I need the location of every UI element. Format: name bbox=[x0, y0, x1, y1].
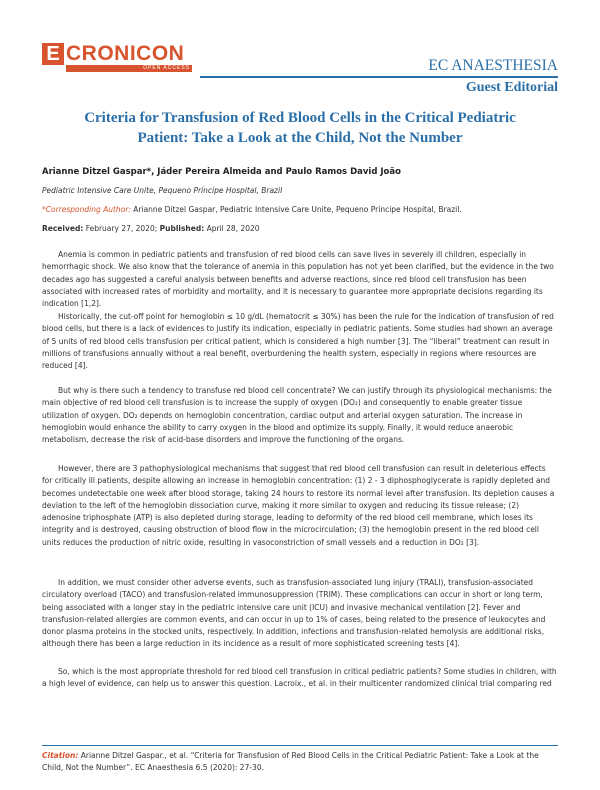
paragraph-2: Historically, the cut-off point for hemoglobin ≤ 10 g/dL (hematocrit ≤ 30%) has been the rule for the indication of transfusion of red blood cells, but there is a lack of evidences to justify its indication, especially in pediatric patients. Some studies had shown an average of 5 units of red blood cells transfusion per critical patient, which is considered a high number [3]. The “liberal” treatment can result in millions of transfusions annually without a real benefit, overburdening the health system, especially in regions where resources are reduced [4]. bbox=[42, 312, 554, 371]
logo-mark: E bbox=[42, 43, 64, 65]
journal-name: EC ANAESTHESIA bbox=[428, 57, 558, 74]
paragraph-6: So, which is the most appropriate threshold for red blood cell transfusion in critical pediatric patients? Some studies in children, with a high level of evidence, can help us to answer this question. Lacroix., et al. in their multicenter randomized clinical trial comparing red bbox=[42, 667, 557, 689]
corresponding-author bbox=[42, 205, 462, 214]
paragraph-5: In addition, we must consider other adverse events, such as transfusion-associated lung injury (TRALI), transfusion-associated circulatory overload (TACO) and transfusion-related immunosuppression (TRIM). These complications can occur in short or long term, being associated with a longer stay in the pediatric intensive care unit (ICU) and invasive mechanical ventilation [2]. Fever and transfusion-related allergies are common events, and can occur in up to 1% of cases, being related to the presence of leukocytes and donor plasma proteins in the stocked units, respectively. In addition, infections and transfusion-related hemolysis are additional risks, although there has been a large reduction in its incidence as a result of more sophisticated screening tests [4]. bbox=[42, 578, 546, 649]
paragraph-3: But why is there such a tendency to transfuse red blood cell concentrate? We can justify through its physiological mechanisms: the main objective of red blood cell transfusion is to increase the supply of oxygen (DO₂) and consequently to enable greater tissue utilization of oxygen. DO₂ depends on hemoglobin concentration, cardiac output and arterial oxygen saturation. The increase in hemoglobin would enhance the ability to carry oxygen in the blood and optimize its supply. Finally, it would reduce anaerobic metabolism, decrease the risk of acid-base disorders and improve the functioning of the organs. bbox=[42, 386, 552, 445]
corr-text: Arianne Ditzel Gaspar, Pediatric Intensive Care Unite, Pequeno Príncipe Hospital, Brazil. bbox=[130, 205, 462, 214]
citation bbox=[42, 750, 558, 774]
article-title: Criteria for Transfusion of Red Blood Cells in the Critical Pediatric Patient: Take a Look at the Child, Not the Number bbox=[84, 110, 516, 146]
paragraph-1: Anemia is common in pediatric patients and transfusion of red blood cells can save lives in severely ill children, especially in hemorrhagic shock. We also know that the tolerance of anemia in this population has not yet been clarified, but the evidence in the two decades ago has suggested a careful analysis between benefits and adverse reactions, since red blood cell transfusion has been associated with increased rates of morbidity and mortality, and it is necessary to guarantee more appropriate decisions regarding its indication [1,2]. bbox=[42, 250, 554, 309]
publisher-logo bbox=[42, 43, 192, 77]
footer-rule bbox=[42, 745, 558, 746]
authors: Arianne Ditzel Gaspar*, Jáder Pereira Almeida and Paulo Ramos David João bbox=[42, 167, 401, 177]
header-rule bbox=[200, 76, 558, 78]
published-date: April 28, 2020 bbox=[204, 224, 260, 233]
received-date: February 27, 2020; bbox=[83, 224, 160, 233]
received-label: Received: bbox=[42, 224, 84, 233]
published-label: Published: bbox=[159, 224, 205, 233]
affiliation: Pediatric Intensive Care Unite, Pequeno Príncipe Hospital, Brazil bbox=[42, 186, 283, 195]
corr-label: *Corresponding Author: bbox=[42, 205, 131, 214]
citation-label: Citation: bbox=[42, 751, 79, 760]
citation-text: Arianne Ditzel Gaspar., et al. “Criteria for Transfusion of Red Blood Cells in the Critical Pediatric Patient: Take a Look at the Child, Not the Number”. EC Anaesthesia 6.5 (2020): 27-30. bbox=[42, 751, 539, 772]
paragraph-4: However, there are 3 pathophysiological mechanisms that suggest that red blood cell transfusion can result in deleterious effects for critically ill patients, despite allowing an increase in hemoglobin concentration: (1) 2 - 3 diphosphoglycerate is rapidly depleted and becomes undetectable one week after blood storage, taking 24 hours to restore its normal level after transfusion. Its depletion causes a deviation to the left of the hemoglobin dissociation curve, making it more similar to oxygen and reducing its tissue release; (2) adenosine triphosphate (ATP) is also depleted during storage, leading to deformity of the red blood cell membrane, which loses its integrity and is destroyed, causing obstruction of blood flow in the microcirculation; (3) the hemoglobin present in the red blood cell units reduces the production of nitric oxide, resulting in vasoconstriction of small vessels and a reduction in DO₂ [3]. bbox=[42, 464, 555, 547]
logo-subtitle: OPEN ACCESS bbox=[66, 65, 192, 72]
section-label: Guest Editorial bbox=[465, 80, 558, 95]
logo-name: CRONICON bbox=[66, 42, 185, 65]
dates bbox=[42, 224, 260, 233]
